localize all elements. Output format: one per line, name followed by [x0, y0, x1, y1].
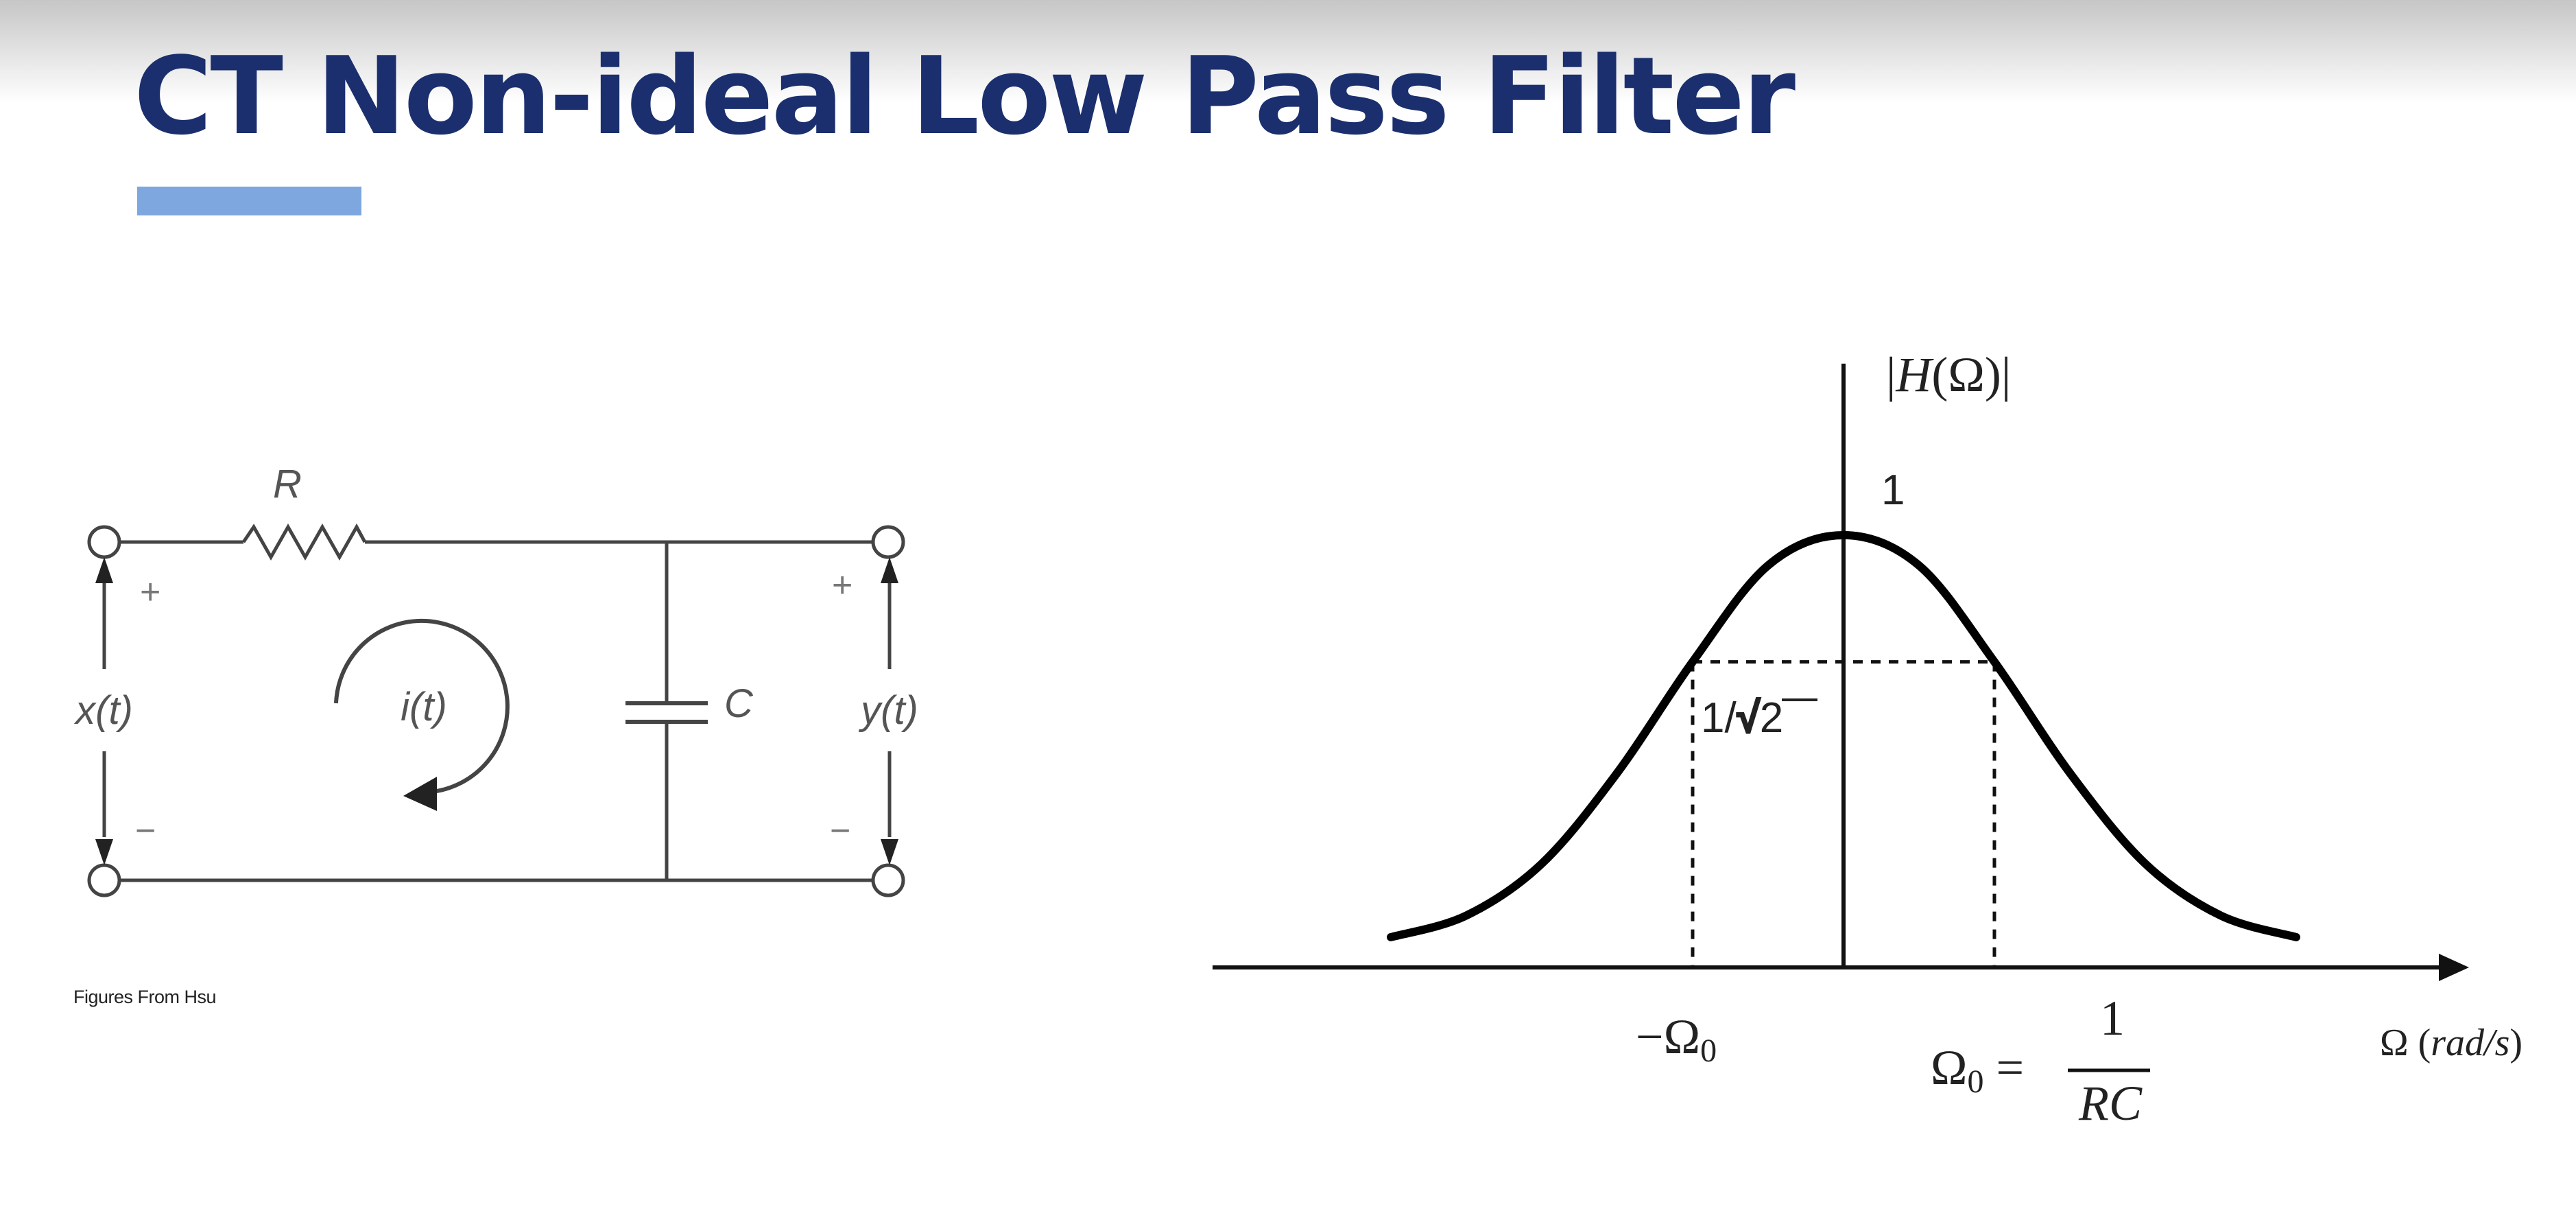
- current-label: i(t): [401, 685, 447, 729]
- output-terminal-bottom: [873, 865, 903, 895]
- input-minus-sign: −: [135, 811, 156, 851]
- capacitor-label: C: [724, 681, 753, 726]
- cutoff-formula-numerator: 1: [2100, 991, 2125, 1046]
- peak-value-label: 1: [1881, 467, 1905, 514]
- current-arrow-head: [403, 777, 437, 811]
- cutoff-formula-denominator: RC: [2078, 1076, 2143, 1131]
- rc-circuit-diagram: [89, 527, 903, 895]
- output-terminal-top: [873, 527, 903, 557]
- input-signal-label: x(t): [75, 688, 133, 733]
- negative-cutoff-label: −Ω0: [1636, 1009, 1717, 1069]
- x-axis-label: Ω (rad/s): [2380, 1022, 2523, 1064]
- circuit-terminals: [89, 527, 903, 895]
- circuit-wires: [119, 542, 873, 880]
- output-signal-label: y(t): [861, 688, 918, 733]
- circuit-labels: [73, 462, 918, 851]
- half-power-label: 1/√2: [1701, 694, 1784, 742]
- resistor-label: R: [273, 462, 302, 506]
- input-plus-sign: +: [140, 572, 161, 612]
- output-plus-sign: +: [832, 565, 853, 605]
- x-axis-arrowhead: [2439, 954, 2469, 981]
- magnitude-response-graph: [1213, 347, 2523, 1131]
- graph-labels: [1636, 347, 2523, 1131]
- output-minus-sign: −: [830, 811, 851, 851]
- slide-title: CT Non-ideal Low Pass Filter: [134, 34, 1793, 158]
- y-axis-label: |H(Ω)|: [1886, 347, 2012, 402]
- figure-caption: Figures From Hsu: [73, 987, 217, 1007]
- resistor-symbol: [243, 527, 365, 557]
- positive-cutoff-label: Ω0 =: [1931, 1040, 2025, 1100]
- capacitor-symbol: [625, 703, 708, 722]
- input-terminal-top: [89, 527, 119, 557]
- input-terminal-bottom: [89, 865, 119, 895]
